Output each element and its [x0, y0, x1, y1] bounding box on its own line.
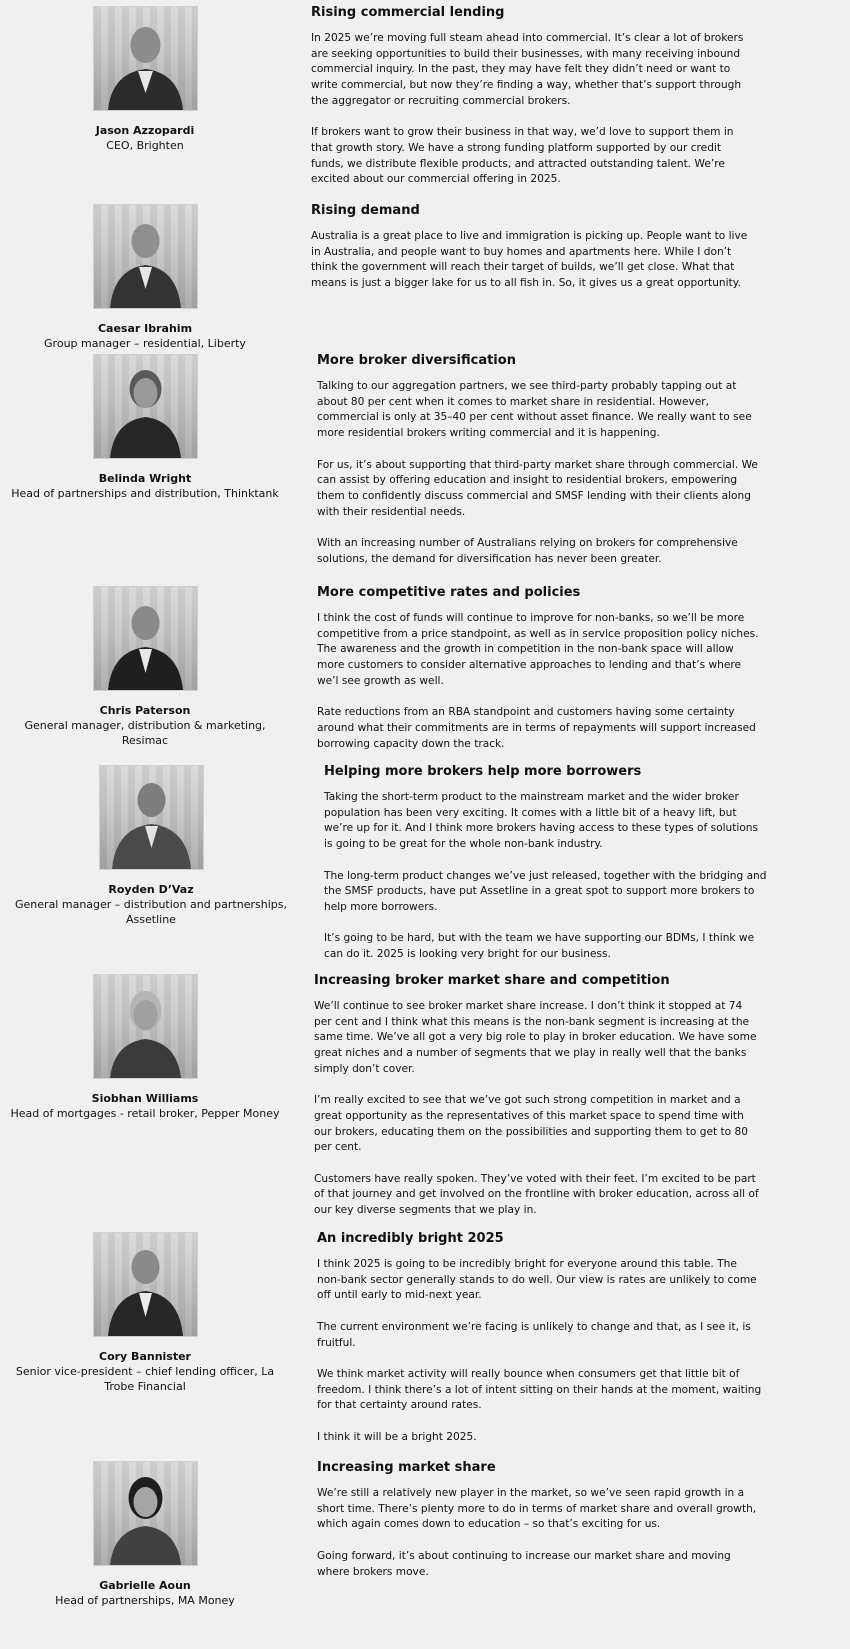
- article-section: [317, 1230, 762, 1445]
- section-heading: Rising demand: [311, 203, 420, 218]
- person-title: CEO, Brighten: [106, 139, 184, 152]
- body-paragraph: I think the cost of funds will continue to improve for non-banks, so we’ll be more competitive from a price standpoint, as well as in service proposition policy niches. The awareness and the growth in competition in the non-bank space will allow more customers to consider alternative approaches to lending and that’s where we’l see growth as well.: [317, 612, 759, 687]
- body-paragraph: Taking the short-term product to the mainstream market and the wider broker population has been very exciting. It comes with a little bit of a heavy lift, but we’re up for it. And I think more brokers having access to these types of solutions is going to be great for the whole non-bank industry.: [324, 791, 759, 851]
- body-paragraph: Talking to our aggregation partners, we see third-party probably tapping out at about 80 per cent when it comes to market share in residential. However, commercial is only at 35–40 per cent without asset finance. We really want to see more residential brokers writing commercial and it is happening.: [317, 380, 752, 440]
- person-name: Caesar Ibrahim: [97, 322, 193, 335]
- body-paragraph: Going forward, it’s about continuing to increase our market share and moving where brokers move.: [317, 1549, 731, 1578]
- body-paragraph: I think 2025 is going to be incredibly bright for everyone around this table. The non-bank sector generally stands to do well. Our view is rates are unlikely to come off until early to mid-next year.: [317, 1258, 757, 1302]
- person-name: Gabrielle Aoun: [99, 1579, 191, 1592]
- section-heading: Helping more brokers help more borrowers: [324, 764, 642, 779]
- person-title: Head of mortgages - retail broker, Pepper Money: [10, 1107, 280, 1120]
- section-heading: Rising commercial lending: [311, 5, 505, 20]
- portrait-photo: [93, 1461, 198, 1566]
- profile-card: [0, 1232, 290, 1394]
- body-paragraph: The long-term product changes we’ve just released, together with the bridging and the SMSF products, have put Assetline in a great spot to support more brokers to help more borrowers.: [324, 869, 767, 913]
- profile-card: [6, 765, 296, 927]
- person-title: Head of partnerships and distribution, Thinktank: [11, 487, 279, 500]
- body-paragraph: In 2025 we’re moving full steam ahead into commercial. It’s clear a lot of brokers are seeking opportunities to build their businesses, with many receiving inbound commercial inquiry. In the past, they may have felt they didn’t need or want to write commercial, but now they’re finding a way, whether that’s support through the aggregator or recruiting commercial brokers.: [311, 32, 744, 107]
- person-silhouette-icon: [94, 587, 197, 690]
- person-title: Head of partnerships, MA Money: [55, 1594, 235, 1607]
- person-silhouette-icon: [94, 205, 197, 308]
- body-paragraph: Customers have really spoken. They’ve voted with their feet. I’m excited to be part of that journey and get involved on the frontline with broker education, across all of our key diverse segments that we play in.: [314, 1172, 759, 1217]
- portrait-photo: [93, 974, 198, 1079]
- person-silhouette-icon: [94, 1233, 197, 1336]
- article-section: [311, 202, 756, 292]
- person-silhouette-icon: [94, 355, 197, 458]
- person-name: Royden D’Vaz: [108, 883, 194, 896]
- person-name: Cory Bannister: [99, 1350, 191, 1363]
- body-paragraph: The current environment we’re facing is unlikely to change and that, as I see it, is fruitful.: [317, 1320, 751, 1349]
- portrait-photo: [93, 1232, 198, 1337]
- body-paragraph: Rate reductions from an RBA standpoint and customers having some certainty around what their commitments are in terms of repayments will support increased borrowing capacity down the track.: [317, 706, 756, 750]
- person-silhouette-icon: [94, 1462, 197, 1565]
- section-heading: An incredibly bright 2025: [317, 1231, 504, 1246]
- person-silhouette-icon: [100, 766, 203, 869]
- portrait-photo: [93, 354, 198, 459]
- portrait-photo: [93, 586, 198, 691]
- section-heading: More competitive rates and policies: [317, 585, 581, 600]
- profile-card: [0, 1461, 290, 1608]
- body-paragraph: Australia is a great place to live and immigration is picking up. People want to live in Australia, and people want to buy homes and apartments here. While I don’t think the government will reach their target of builds, we’ll get close. What that means is just a bigger lake for us to all fish in. So, it gives us a great opportunity.: [311, 230, 748, 290]
- body-paragraph: With an increasing number of Australians relying on brokers for comprehensive solutions, the demand for diversification has never been greater.: [317, 537, 738, 565]
- person-title: General manager, distribution & marketing, Resimac: [24, 719, 266, 747]
- article-section: [317, 1459, 762, 1580]
- body-paragraph: For us, it’s about supporting that third-party market share through commercial. We can assist by offering education and insight to residential brokers, empowering them to confidently discuss commercial and SMSF lending with their clients along with their residential needs.: [317, 458, 758, 518]
- body-paragraph: If brokers want to grow their business in that way, we’d love to support them in that growth story. We have a strong funding platform supported by our credit funds, we distribute flexible products, and attracted outstanding talent. We’re excited about our commercial offering in 2025.: [311, 126, 734, 186]
- person-name: Belinda Wright: [98, 472, 192, 485]
- person-title: Senior vice-president – chief lending officer, La Trobe Financial: [15, 1365, 275, 1393]
- portrait-photo: [99, 765, 204, 870]
- body-paragraph: We’re still a relatively new player in the market, so we’ve seen rapid growth in a short time. There’s plenty more to do in terms of market share and overall growth, which again comes down to education – so that’s exciting for us.: [317, 1487, 757, 1531]
- profile-card: [0, 586, 290, 748]
- person-name: Siobhan Williams: [91, 1092, 199, 1105]
- article-section: [317, 584, 762, 752]
- portrait-photo: [93, 204, 198, 309]
- person-silhouette-icon: [94, 975, 197, 1078]
- person-name: Chris Paterson: [99, 704, 191, 717]
- body-paragraph: I think it will be a bright 2025.: [317, 1430, 477, 1443]
- article-section: [317, 352, 762, 567]
- profile-card: [0, 974, 290, 1121]
- body-paragraph: We’ll continue to see broker market share increase. I don’t think it stopped at 74 per cent and I think what this means is the non-bank segment is increasing at the same time. We’ve all got a very big role to play in broker education. We have some great niches and a number of segments that we play in really well that the banks simply don’t cover.: [314, 1000, 757, 1075]
- body-paragraph: It’s going to be hard, but with the team we have supporting our BDMs, I think we can do it. 2025 is looking very bright for our business.: [324, 932, 755, 960]
- section-heading: Increasing broker market share and competition: [314, 973, 670, 988]
- article-section: [314, 972, 759, 1219]
- portrait-photo: [93, 6, 198, 111]
- section-heading: More broker diversification: [317, 353, 516, 368]
- person-silhouette-icon: [94, 7, 197, 110]
- person-title: General manager – distribution and partnerships, Assetline: [15, 898, 287, 926]
- profile-card: [0, 354, 290, 501]
- person-name: Jason Azzopardi: [95, 124, 195, 137]
- article-section: [311, 4, 756, 188]
- body-paragraph: I’m really excited to see that we’ve got such strong competition in market and a great opportunity as the representatives of this market space to spend time with our brokers, educating them on the possibilities and supporting them to get to 80 per cent.: [314, 1094, 748, 1154]
- article-section: [324, 763, 769, 963]
- profile-card: [0, 6, 290, 153]
- section-heading: Increasing market share: [317, 1460, 496, 1475]
- person-title: Group manager – residential, Liberty: [44, 337, 246, 350]
- profile-card: [0, 204, 290, 351]
- body-paragraph: We think market activity will really bounce when consumers get that little bit of freedom. I think there’s a lot of intent sitting on their hands at the moment, waiting for that certainty around rates.: [317, 1367, 762, 1412]
